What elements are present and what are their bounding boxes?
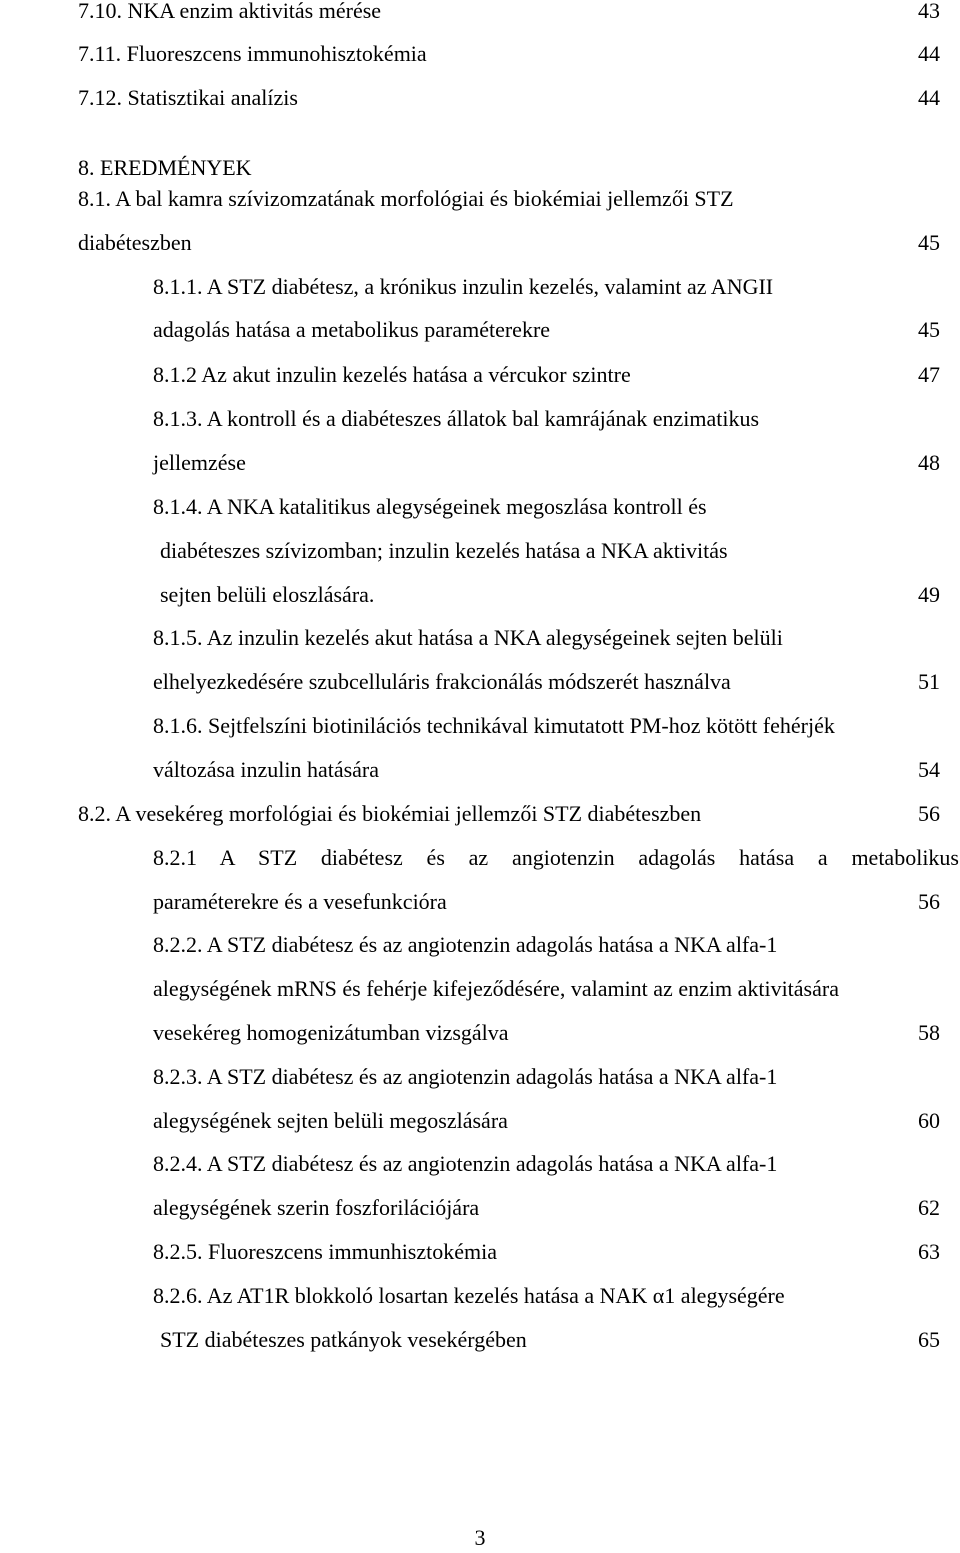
- toc-entry-page: 44: [918, 85, 940, 110]
- toc-entry-page: 56: [918, 889, 940, 914]
- page-number: 3: [474, 1525, 486, 1550]
- toc-entry-page: 65: [918, 1327, 940, 1352]
- toc-entry-page: 56: [918, 801, 940, 826]
- toc-entry-text: 8.1.1. A STZ diabétesz, a krónikus inzulin kezelés, valamint az ANGII: [153, 274, 774, 299]
- toc-entry-text: diabéteszes szívizomban; inzulin kezelés hatása a NKA aktivitás: [160, 538, 728, 563]
- toc-entry-page: 54: [918, 757, 940, 782]
- toc-entry-text: 8.2.3. A STZ diabétesz és az angiotenzin adagolás hatása a NKA alfa-1: [153, 1064, 778, 1089]
- toc-entry-text: alegységének sejten belüli megoszlására: [153, 1108, 508, 1133]
- toc-entry-text: 8.1.6. Sejtfelszíni biotinilációs technikával kimutatott PM-hoz kötött fehérjék: [153, 713, 835, 738]
- toc-entry-text: 8.2.6. Az AT1R blokkoló losartan kezelés hatása a NAK α1 alegységére: [153, 1283, 785, 1308]
- toc-entry-page: 63: [918, 1239, 940, 1264]
- toc-entry-text: 8.2. A vesekéreg morfológiai és biokémiai jellemzői STZ diabéteszben: [78, 801, 702, 826]
- toc-entry: [0, 83, 960, 113]
- toc-entry-text: 8.2.4. A STZ diabétesz és az angiotenzin adagolás hatása a NKA alfa-1: [153, 1151, 778, 1176]
- toc-entry: [0, 0, 960, 26]
- toc-entry-text: 8.1.5. Az inzulin kezelés akut hatása a NKA alegységeinek sejten belüli: [153, 625, 783, 650]
- toc-entry: [0, 536, 960, 566]
- toc-entry: [0, 315, 960, 345]
- toc-entry: [0, 1106, 960, 1136]
- toc-entry-page: 45: [918, 317, 940, 342]
- toc-entry-page: 48: [918, 450, 940, 475]
- toc-entry-text: jellemzése: [153, 450, 246, 475]
- toc-entry-text: vesekéreg homogenizátumban vizsgálva: [153, 1020, 509, 1045]
- toc-entry: [0, 184, 960, 214]
- toc-entry-text: alegységének mRNS és fehérje kifejeződésére, valamint az enzim aktivitására: [153, 976, 839, 1001]
- toc-entry-page: 45: [918, 230, 940, 255]
- toc-entry-text: adagolás hatása a metabolikus paraméterekre: [153, 317, 551, 342]
- toc-entry: [0, 974, 960, 1004]
- toc-entry-text: sejten belüli eloszlására.: [160, 582, 375, 607]
- toc-entry: [0, 843, 960, 873]
- toc-entry: [0, 153, 960, 183]
- toc-entry-page: 44: [918, 41, 940, 66]
- toc-entry-text: 8.1.3. A kontroll és a diabéteszes állatok bal kamrájának enzimatikus: [153, 406, 760, 431]
- toc-entry: [0, 623, 960, 653]
- toc-entry-text: 7.11. Fluoreszcens immunohisztokémia: [78, 41, 427, 66]
- toc-entry: [0, 1018, 960, 1048]
- toc-entry: [0, 1237, 960, 1267]
- toc-entry: [0, 360, 960, 390]
- toc-entry-text: 8.2.5. Fluoreszcens immunhisztokémia: [153, 1239, 497, 1264]
- toc-entry: [0, 272, 960, 302]
- toc-entry: [0, 887, 960, 917]
- toc-entry-text: 8.2.2. A STZ diabétesz és az angiotenzin adagolás hatása a NKA alfa-1: [153, 932, 778, 957]
- toc-entry-page: 51: [918, 669, 940, 694]
- toc-entry-page: 43: [918, 0, 940, 23]
- toc-entry-text: 8.1.4. A NKA katalitikus alegységeinek megoszlása kontroll és: [153, 494, 707, 519]
- toc-entry-text: 7.10. NKA enzim aktivitás mérése: [78, 0, 382, 23]
- toc-entry: [0, 799, 960, 829]
- toc-entry-text: elhelyezkedésére szubcelluláris frakcionálás módszerét használva: [153, 669, 731, 694]
- toc-entry-text: alegységének szerin foszforilációjára: [153, 1195, 480, 1220]
- toc-entry: [0, 492, 960, 522]
- toc-entry-text: 8. EREDMÉNYEK: [78, 155, 252, 180]
- toc-entry: [0, 448, 960, 478]
- toc-entry: [0, 228, 960, 258]
- toc-entry-text: 8.1.2 Az akut inzulin kezelés hatása a vércukor szintre: [153, 362, 631, 387]
- toc-entry: [0, 1062, 960, 1092]
- toc-entry-text: változása inzulin hatására: [153, 757, 380, 782]
- toc-entry: [0, 1149, 960, 1179]
- toc-entry-text: paraméterekre és a vesefunkcióra: [153, 889, 447, 914]
- toc-entry-page: 49: [918, 582, 940, 607]
- toc-entry-text: 8.1. A bal kamra szívizomzatának morfológiai és biokémiai jellemzői STZ: [78, 186, 734, 211]
- toc-entry: [0, 39, 960, 69]
- toc-entry-text: 8.2.1 A STZ diabétesz és az angiotenzin adagolás hatása a metabolikus: [153, 845, 959, 870]
- toc-entry: [0, 1193, 960, 1223]
- toc-entry: [0, 711, 960, 741]
- toc-entry: [0, 1325, 960, 1355]
- toc-entry-text: STZ diabéteszes patkányok vesekérgében: [160, 1327, 527, 1352]
- toc-entry-text: diabéteszben: [78, 230, 192, 255]
- toc-entry: [0, 580, 960, 610]
- toc-entry-page: 58: [918, 1020, 940, 1045]
- toc-entry-page: 62: [918, 1195, 940, 1220]
- toc-entry: [0, 930, 960, 960]
- toc-entry: [0, 667, 960, 697]
- toc-entry: [0, 1281, 960, 1311]
- toc-entry-page: 60: [918, 1108, 940, 1133]
- toc-entry: [0, 404, 960, 434]
- toc-entry: [0, 755, 960, 785]
- toc-entry-page: 47: [918, 362, 940, 387]
- toc-entry-text: 7.12. Statisztikai analízis: [78, 85, 298, 110]
